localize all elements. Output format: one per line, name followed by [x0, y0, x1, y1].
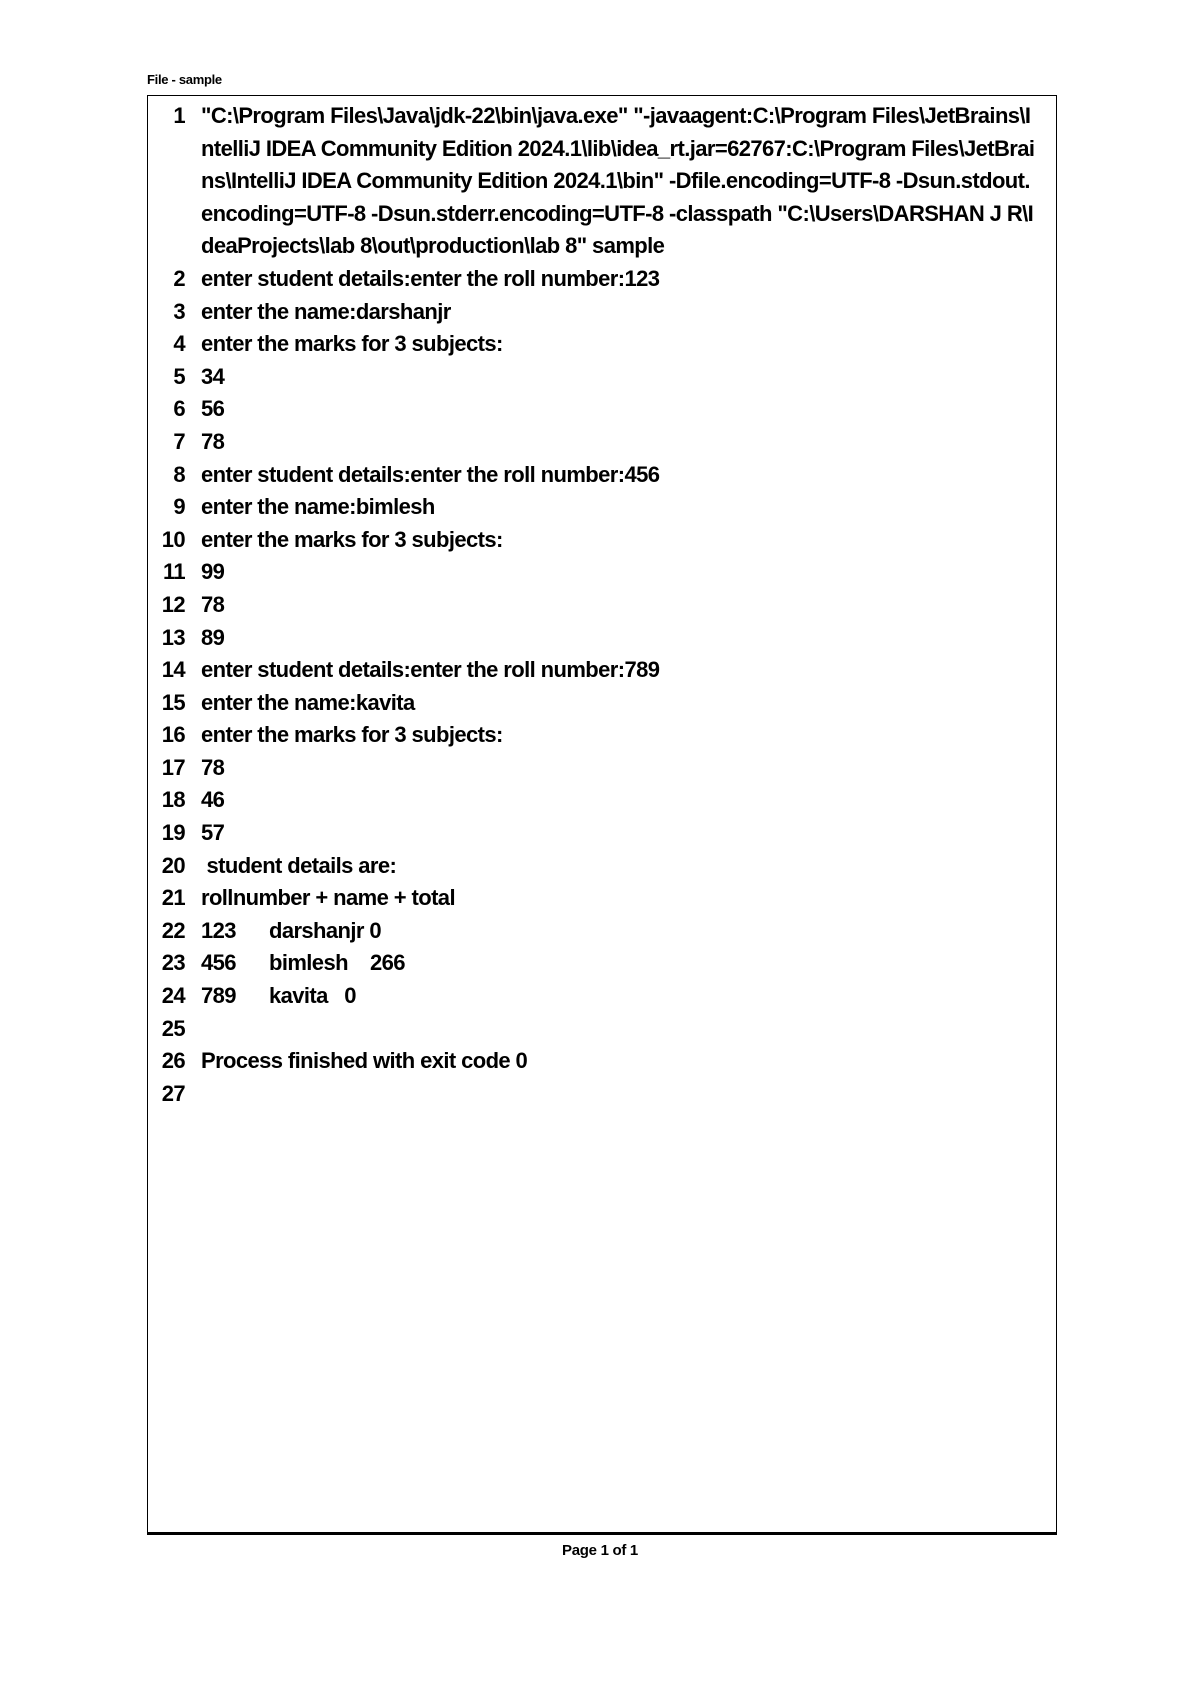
- listing-line: [148, 1078, 1056, 1111]
- line-number: 24: [161, 983, 185, 1009]
- page-header-title: File - sample: [147, 72, 222, 87]
- line-text: enter the name:bimlesh: [201, 494, 435, 520]
- listing-line: [148, 687, 1056, 720]
- line-text: [185, 1078, 1056, 1111]
- listing-line: [148, 556, 1056, 589]
- line-number: 27: [161, 1080, 185, 1106]
- line-text: "C:\Program Files\Java\jdk-22\bin\java.exe" "-javaagent:C:\Program Files\JetBrains\IntelliJ IDEA Community Edition 2024.1\lib\idea_rt.jar=62767:C:\Program Files\JetBrains\IntelliJ IDEA Community Edition 2024.1\bin" -Dfile.encoding=UTF-8 -Dsun.stdout.encoding=UTF-8 -Dsun.stderr.encoding=UTF-8 -classpath "C:\Users\DARSHAN J R\IdeaProjects\lab 8\out\production\lab 8" sample: [201, 103, 1035, 259]
- line-text: 456 bimlesh 266: [201, 950, 405, 976]
- code-listing: [148, 100, 1056, 1110]
- line-number: 19: [161, 820, 185, 846]
- listing-line: [148, 1013, 1056, 1046]
- line-text: enter the name:darshanjr: [201, 298, 451, 324]
- line-text: enter the name:kavita: [201, 689, 415, 715]
- line-number: 2: [173, 265, 185, 291]
- line-text: student details are:: [201, 852, 397, 878]
- line-number: 13: [161, 624, 185, 650]
- line-number: 8: [173, 461, 185, 487]
- listing-line: [148, 361, 1056, 394]
- line-text: enter the marks for 3 subjects:: [201, 331, 503, 357]
- line-number: 14: [161, 657, 185, 683]
- listing-line: [148, 817, 1056, 850]
- line-text: 789 kavita 0: [201, 983, 356, 1009]
- line-number: 4: [173, 331, 185, 357]
- line-number: 5: [173, 363, 185, 389]
- line-number: 17: [161, 754, 185, 780]
- listing-line: [148, 784, 1056, 817]
- listing-line: [148, 850, 1056, 883]
- line-number: 16: [161, 722, 185, 748]
- code-listing-frame: [147, 95, 1057, 1535]
- line-number: 26: [161, 1048, 185, 1074]
- listing-line: [148, 100, 1056, 263]
- line-text: enter student details:enter the roll number:789: [201, 657, 660, 683]
- line-number: 11: [162, 559, 185, 585]
- line-number: 6: [173, 396, 185, 422]
- page-number-footer: Page 1 of 1: [562, 1542, 638, 1559]
- line-number: 20: [161, 852, 185, 878]
- listing-line: [148, 980, 1056, 1013]
- line-number: 23: [161, 950, 185, 976]
- line-number: 7: [173, 428, 185, 454]
- line-text: 99: [201, 559, 225, 585]
- listing-line: [148, 882, 1056, 915]
- line-number: 12: [161, 591, 185, 617]
- line-text: rollnumber + name + total: [201, 885, 455, 911]
- line-text: 123 darshanjr 0: [201, 917, 381, 943]
- line-number: 15: [161, 689, 185, 715]
- listing-line: [148, 328, 1056, 361]
- listing-line: [148, 622, 1056, 655]
- listing-line: [148, 589, 1056, 622]
- listing-line: [148, 393, 1056, 426]
- line-text: 56: [201, 396, 225, 422]
- line-text: Process finished with exit code 0: [201, 1048, 528, 1074]
- line-text: enter student details:enter the roll number:123: [201, 265, 660, 291]
- listing-line: [148, 524, 1056, 557]
- line-number: 3: [173, 298, 185, 324]
- line-text: enter student details:enter the roll number:456: [201, 461, 660, 487]
- listing-line: [148, 719, 1056, 752]
- line-text: 89: [201, 624, 225, 650]
- line-number: 10: [161, 526, 185, 552]
- listing-line: [148, 947, 1056, 980]
- line-number: 18: [161, 787, 185, 813]
- line-text: 78: [201, 754, 225, 780]
- listing-line: [148, 752, 1056, 785]
- listing-line: [148, 263, 1056, 296]
- line-text: 78: [201, 428, 225, 454]
- line-text: 57: [201, 820, 225, 846]
- line-text: enter the marks for 3 subjects:: [201, 526, 503, 552]
- line-number: 22: [161, 917, 185, 943]
- line-number: 9: [173, 494, 185, 520]
- listing-line: [148, 654, 1056, 687]
- listing-line: [148, 915, 1056, 948]
- listing-line: [148, 491, 1056, 524]
- listing-line: [148, 296, 1056, 329]
- line-number: 25: [161, 1015, 185, 1041]
- line-number: 1: [173, 103, 185, 128]
- listing-line: [148, 426, 1056, 459]
- line-text: 46: [201, 787, 225, 813]
- line-text: [185, 1013, 1056, 1046]
- line-number: 21: [161, 885, 185, 911]
- listing-line: [148, 459, 1056, 492]
- line-text: 78: [201, 591, 225, 617]
- line-text: enter the marks for 3 subjects:: [201, 722, 503, 748]
- line-text: 34: [201, 363, 225, 389]
- listing-line: [148, 1045, 1056, 1078]
